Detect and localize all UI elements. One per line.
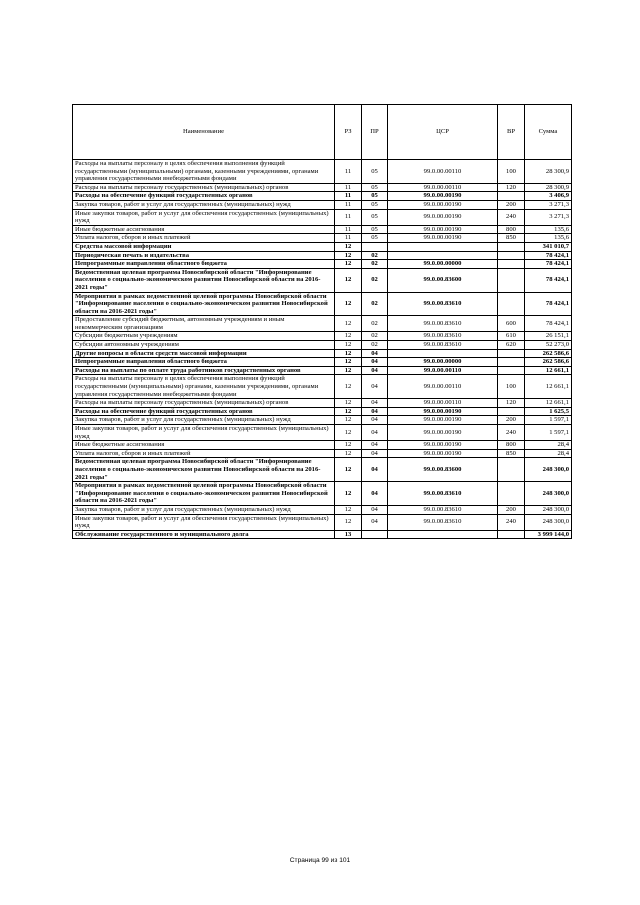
cell-vr: 800 [498, 225, 525, 234]
table-row [73, 349, 572, 358]
cell-name: Обслуживание государственного и муниципального долга [73, 530, 335, 539]
cell-pr: 04 [362, 366, 388, 375]
cell-vr: 610 [498, 332, 525, 341]
cell-name: Расходы на выплаты персоналу в целях обеспечения выполнения функций государственными (муниципальными) органами, казенными учреждениями, органами управления государственными внебюджетными фондами [73, 160, 335, 184]
cell-vr [498, 482, 525, 506]
cell-sum: 26 151,1 [525, 332, 572, 341]
cell-pr: 04 [362, 449, 388, 458]
cell-vr [498, 268, 525, 292]
cell-csr [388, 251, 498, 260]
cell-name: Расходы на выплаты персоналу государственных (муниципальных) органов [73, 399, 335, 408]
cell-pr: 02 [362, 268, 388, 292]
table-row [73, 234, 572, 243]
cell-pr: 04 [362, 375, 388, 399]
table-row [73, 160, 572, 184]
table-row [73, 458, 572, 482]
table-row [73, 332, 572, 341]
table-row [73, 268, 572, 292]
cell-name: Расходы на обеспечение функций государственных органов [73, 407, 335, 416]
cell-vr [498, 292, 525, 316]
cell-vr: 850 [498, 234, 525, 243]
table-row [73, 242, 572, 251]
cell-name: Иные бюджетные ассигнования [73, 441, 335, 450]
cell-csr: 99.0.00.00190 [388, 192, 498, 201]
cell-rz: 12 [335, 332, 362, 341]
cell-sum: 262 586,6 [525, 358, 572, 367]
cell-name: Ведомственная целевая программа Новосибирской области "Информирование населения о социально-экономическом развитии Новосибирской области на 2016-2021 годы" [73, 268, 335, 292]
table-body [73, 160, 572, 539]
cell-csr: 99.0.00.00110 [388, 399, 498, 408]
cell-csr: 99.0.00.00110 [388, 366, 498, 375]
cell-sum: 28,4 [525, 441, 572, 450]
header-pr: ПР [362, 105, 388, 160]
header-csr: ЦСР [388, 105, 498, 160]
cell-vr: 850 [498, 449, 525, 458]
table-row [73, 416, 572, 425]
cell-csr: 99.0.00.00000 [388, 358, 498, 367]
table-row [73, 341, 572, 350]
cell-csr: 99.0.00.83600 [388, 458, 498, 482]
cell-rz: 11 [335, 225, 362, 234]
cell-sum: 28 300,9 [525, 160, 572, 184]
cell-vr [498, 349, 525, 358]
table-row [73, 260, 572, 269]
cell-rz: 12 [335, 375, 362, 399]
cell-sum: 78 424,1 [525, 316, 572, 332]
cell-name: Субсидии автономным учреждениям [73, 341, 335, 350]
cell-pr: 05 [362, 160, 388, 184]
header-name: Наименование [73, 105, 335, 160]
cell-sum: 1 625,5 [525, 407, 572, 416]
cell-rz: 12 [335, 316, 362, 332]
cell-vr [498, 407, 525, 416]
cell-rz: 12 [335, 407, 362, 416]
cell-vr [498, 192, 525, 201]
cell-name: Расходы на выплаты по оплате труда работников государственных органов [73, 366, 335, 375]
cell-vr: 200 [498, 200, 525, 209]
cell-csr: 99.0.00.00190 [388, 234, 498, 243]
cell-name: Иные закупки товаров, работ и услуг для обеспечения государственных (муниципальных) нужд [73, 514, 335, 530]
cell-vr: 800 [498, 441, 525, 450]
table-header-row [73, 105, 572, 160]
cell-csr: 99.0.00.00190 [388, 425, 498, 441]
cell-sum: 78 424,1 [525, 292, 572, 316]
cell-rz: 12 [335, 514, 362, 530]
cell-name: Средства массовой информации [73, 242, 335, 251]
cell-vr: 100 [498, 375, 525, 399]
cell-rz: 12 [335, 482, 362, 506]
cell-csr [388, 349, 498, 358]
cell-rz: 13 [335, 530, 362, 539]
cell-pr: 04 [362, 441, 388, 450]
cell-pr: 02 [362, 251, 388, 260]
cell-pr: 05 [362, 183, 388, 192]
table-row [73, 505, 572, 514]
cell-pr [362, 530, 388, 539]
cell-rz: 11 [335, 183, 362, 192]
cell-vr: 200 [498, 505, 525, 514]
cell-csr: 99.0.00.00110 [388, 160, 498, 184]
cell-sum: 248 300,0 [525, 482, 572, 506]
cell-name: Расходы на обеспечение функций государственных органов [73, 192, 335, 201]
cell-name: Уплата налогов, сборов и иных платежей [73, 449, 335, 458]
table-row [73, 192, 572, 201]
cell-pr: 04 [362, 349, 388, 358]
cell-name: Непрограммные направления областного бюджета [73, 358, 335, 367]
cell-name: Субсидии бюджетным учреждениям [73, 332, 335, 341]
table-row [73, 200, 572, 209]
table-row [73, 366, 572, 375]
cell-csr: 99.0.00.00110 [388, 183, 498, 192]
cell-name: Расходы на выплаты персоналу в целях обеспечения выполнения функций государственными (муниципальными) органами, казенными учреждениями, органами управления государственными внебюджетными фондами [73, 375, 335, 399]
cell-rz: 12 [335, 268, 362, 292]
cell-sum: 28,4 [525, 449, 572, 458]
cell-pr: 04 [362, 425, 388, 441]
cell-csr: 99.0.00.00110 [388, 375, 498, 399]
cell-csr: 99.0.00.00190 [388, 209, 498, 225]
cell-pr: 05 [362, 225, 388, 234]
table-row [73, 482, 572, 506]
cell-name: Предоставление субсидий бюджетным, автономным учреждениям и иным некоммерческим организациям [73, 316, 335, 332]
cell-rz: 12 [335, 242, 362, 251]
cell-csr: 99.0.00.00190 [388, 200, 498, 209]
cell-vr: 620 [498, 341, 525, 350]
cell-name: Другие вопросы в области средств массовой информации [73, 349, 335, 358]
cell-rz: 12 [335, 358, 362, 367]
cell-pr: 02 [362, 292, 388, 316]
cell-rz: 12 [335, 505, 362, 514]
table-row [73, 514, 572, 530]
cell-sum: 135,6 [525, 225, 572, 234]
cell-csr: 99.0.00.00190 [388, 441, 498, 450]
cell-name: Уплата налогов, сборов и иных платежей [73, 234, 335, 243]
cell-pr: 04 [362, 458, 388, 482]
cell-vr [498, 366, 525, 375]
cell-name: Периодическая печать и издательства [73, 251, 335, 260]
page-number: Страница 99 из 101 [289, 857, 351, 864]
cell-pr: 05 [362, 209, 388, 225]
table-row [73, 316, 572, 332]
cell-vr [498, 260, 525, 269]
cell-csr: 99.0.00.83610 [388, 505, 498, 514]
cell-rz: 12 [335, 341, 362, 350]
cell-csr: 99.0.00.83610 [388, 514, 498, 530]
cell-sum: 78 424,1 [525, 260, 572, 269]
cell-rz: 12 [335, 366, 362, 375]
cell-sum: 248 300,0 [525, 514, 572, 530]
cell-rz: 12 [335, 449, 362, 458]
cell-vr: 100 [498, 160, 525, 184]
cell-rz: 11 [335, 234, 362, 243]
cell-rz: 11 [335, 200, 362, 209]
cell-vr: 240 [498, 209, 525, 225]
cell-pr: 04 [362, 416, 388, 425]
cell-rz: 12 [335, 260, 362, 269]
cell-csr: 99.0.00.00190 [388, 449, 498, 458]
cell-vr: 240 [498, 514, 525, 530]
table-row [73, 358, 572, 367]
cell-csr: 99.0.00.83610 [388, 292, 498, 316]
cell-sum: 12 661,1 [525, 399, 572, 408]
cell-csr: 99.0.00.83610 [388, 332, 498, 341]
cell-vr [498, 251, 525, 260]
cell-rz: 12 [335, 425, 362, 441]
cell-vr [498, 458, 525, 482]
cell-sum: 1 597,1 [525, 425, 572, 441]
cell-sum: 12 661,1 [525, 375, 572, 399]
cell-vr [498, 242, 525, 251]
cell-csr: 99.0.00.00190 [388, 407, 498, 416]
cell-pr: 02 [362, 341, 388, 350]
cell-pr: 04 [362, 358, 388, 367]
table-row [73, 441, 572, 450]
cell-sum: 248 300,0 [525, 505, 572, 514]
cell-rz: 12 [335, 349, 362, 358]
cell-pr: 04 [362, 514, 388, 530]
cell-pr: 05 [362, 234, 388, 243]
cell-sum: 52 273,0 [525, 341, 572, 350]
table-row [73, 375, 572, 399]
cell-csr: 99.0.00.83600 [388, 268, 498, 292]
cell-pr: 02 [362, 316, 388, 332]
cell-name: Расходы на выплаты персоналу государственных (муниципальных) органов [73, 183, 335, 192]
cell-sum: 262 586,6 [525, 349, 572, 358]
table-row [73, 225, 572, 234]
table-row [73, 407, 572, 416]
table-row [73, 292, 572, 316]
cell-vr: 200 [498, 416, 525, 425]
table-row [73, 399, 572, 408]
table-row [73, 449, 572, 458]
cell-rz: 12 [335, 399, 362, 408]
cell-rz: 12 [335, 251, 362, 260]
cell-sum: 341 010,7 [525, 242, 572, 251]
cell-sum: 248 300,0 [525, 458, 572, 482]
cell-vr: 120 [498, 183, 525, 192]
header-vr: ВР [498, 105, 525, 160]
cell-rz: 11 [335, 209, 362, 225]
cell-sum: 3 271,3 [525, 209, 572, 225]
cell-vr: 120 [498, 399, 525, 408]
cell-rz: 11 [335, 160, 362, 184]
cell-rz: 12 [335, 441, 362, 450]
cell-csr [388, 242, 498, 251]
cell-sum: 78 424,1 [525, 268, 572, 292]
header-sum: Сумма [525, 105, 572, 160]
cell-rz: 12 [335, 458, 362, 482]
cell-pr: 02 [362, 260, 388, 269]
cell-sum: 28 300,9 [525, 183, 572, 192]
cell-pr: 04 [362, 505, 388, 514]
budget-table [72, 104, 572, 539]
cell-pr: 04 [362, 399, 388, 408]
cell-rz: 12 [335, 292, 362, 316]
cell-name: Мероприятия в рамках ведомственной целевой программы Новосибирской области "Информирование населения о социально-экономическом развитии Новосибирской области на 2016-2021 годы" [73, 482, 335, 506]
cell-sum: 135,6 [525, 234, 572, 243]
cell-name: Закупка товаров, работ и услуг для государственных (муниципальных) нужд [73, 200, 335, 209]
cell-sum: 1 597,1 [525, 416, 572, 425]
cell-csr: 99.0.00.83610 [388, 482, 498, 506]
cell-csr: 99.0.00.83610 [388, 316, 498, 332]
cell-rz: 12 [335, 416, 362, 425]
cell-name: Ведомственная целевая программа Новосибирской области "Информирование населения о социально-экономическом развитии Новосибирской области на 2016-2021 годы" [73, 458, 335, 482]
table-row [73, 425, 572, 441]
cell-vr [498, 358, 525, 367]
cell-name: Закупка товаров, работ и услуг для государственных (муниципальных) нужд [73, 416, 335, 425]
cell-rz: 11 [335, 192, 362, 201]
cell-name: Иные закупки товаров, работ и услуг для обеспечения государственных (муниципальных) нужд [73, 425, 335, 441]
cell-name: Иные закупки товаров, работ и услуг для обеспечения государственных (муниципальных) нужд [73, 209, 335, 225]
cell-csr [388, 530, 498, 539]
cell-sum: 12 661,1 [525, 366, 572, 375]
cell-pr: 05 [362, 200, 388, 209]
table-row [73, 209, 572, 225]
table-row [73, 183, 572, 192]
cell-pr: 04 [362, 407, 388, 416]
cell-name: Иные бюджетные ассигнования [73, 225, 335, 234]
cell-name: Непрограммные направления областного бюджета [73, 260, 335, 269]
cell-sum: 3 999 144,0 [525, 530, 572, 539]
cell-sum: 78 424,1 [525, 251, 572, 260]
cell-csr: 99.0.00.83610 [388, 341, 498, 350]
header-rz: РЗ [335, 105, 362, 160]
cell-sum: 3 271,3 [525, 200, 572, 209]
cell-vr [498, 530, 525, 539]
cell-csr: 99.0.00.00190 [388, 416, 498, 425]
cell-vr: 600 [498, 316, 525, 332]
cell-vr: 240 [498, 425, 525, 441]
table-row [73, 251, 572, 260]
cell-pr: 04 [362, 482, 388, 506]
cell-csr: 99.0.00.00000 [388, 260, 498, 269]
cell-pr: 02 [362, 332, 388, 341]
cell-name: Мероприятия в рамках ведомственной целевой программы Новосибирской области "Информирование населения о социально-экономическом развитии Новосибирской области на 2016-2021 годы" [73, 292, 335, 316]
table-row [73, 530, 572, 539]
cell-csr: 99.0.00.00190 [388, 225, 498, 234]
cell-pr [362, 242, 388, 251]
cell-sum: 3 406,9 [525, 192, 572, 201]
cell-name: Закупка товаров, работ и услуг для государственных (муниципальных) нужд [73, 505, 335, 514]
cell-pr: 05 [362, 192, 388, 201]
